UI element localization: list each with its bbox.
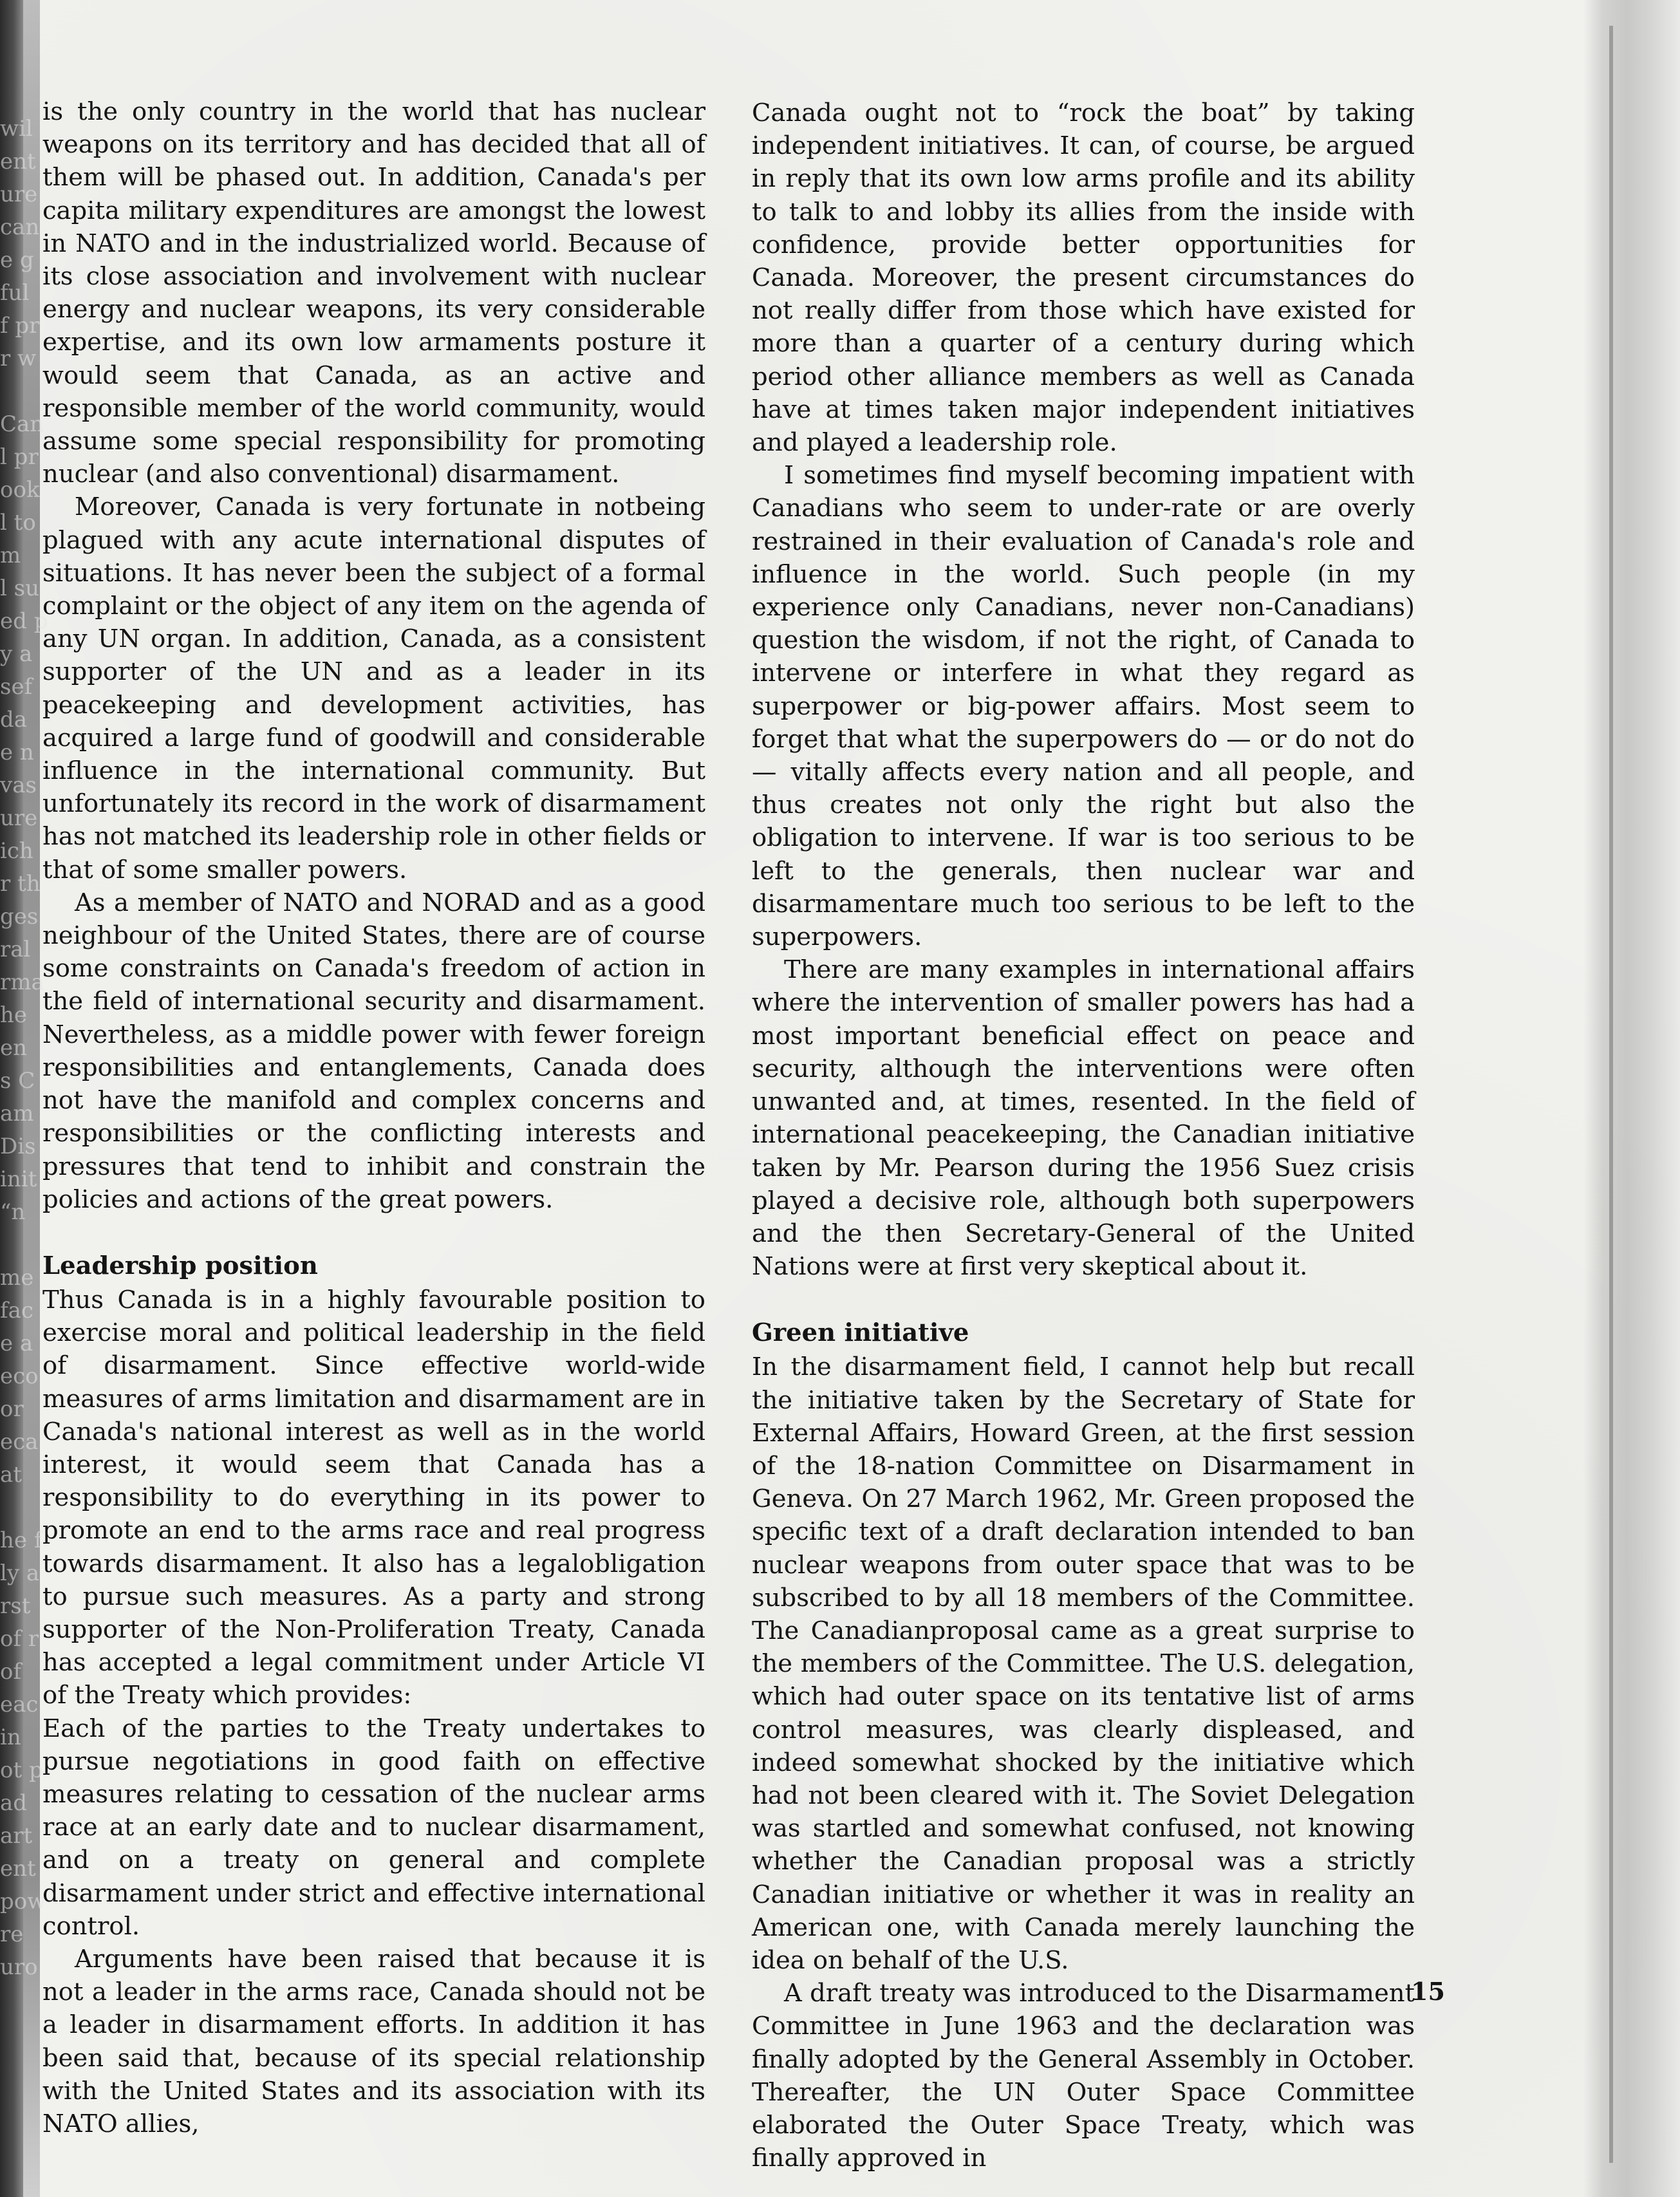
- bleed-fragment: ent: [0, 149, 36, 174]
- block-quote: Each of the parties to the Treaty undertakes to pursue negotiations in good faith on effective measures relating to cessation of the nuclear arms race at an early date and to nuclear disarmament, and on a treaty on general and complete disarmament under strict and effective international control.: [42, 1714, 705, 1941]
- bleed-fragment: at: [0, 1462, 22, 1488]
- bleed-fragment: init: [0, 1166, 37, 1192]
- bleed-fragment: ook: [0, 477, 40, 503]
- bleed-fragment: re: [0, 1921, 24, 1947]
- bleed-fragment: uro: [0, 1954, 38, 1980]
- section-heading: Leadership position: [42, 1251, 318, 1280]
- bleed-fragment: l pr: [0, 444, 39, 470]
- paragraph: There are many examples in international affairs where the intervention of smaller powers has had a most important beneficial effect on peace and security, although the interventions were often unwanted and, at times, resented. In the field of international peacekeeping, the Canadian initiative taken by Mr. Pearson during the 1956 Suez crisis played a decisive role, although both superpowers and the then Secretary-General of the United Nations were at first very skeptical about it.: [752, 955, 1415, 1282]
- paragraph: A draft treaty was introduced to the Disarmament Committee in June 1963 and the declaration was finally adopted by the General Assembly in October. Thereafter, the UN Outer Space Committee elaborated the Outer Space Treaty, which was finally approved in: [752, 1979, 1415, 2173]
- bleed-fragment: ich: [0, 838, 33, 864]
- bleed-fragment: wil: [0, 116, 33, 142]
- bleed-fragment: ges: [0, 904, 39, 930]
- bleed-fragment: e a: [0, 1331, 33, 1356]
- bleed-fragment: ed p: [0, 608, 48, 634]
- bleed-fragment: sef: [0, 674, 33, 700]
- bleed-fragment: am: [0, 1101, 34, 1127]
- bleed-fragment: fac: [0, 1298, 33, 1323]
- paragraph: Moreover, Canada is very fortunate in notbeing plagued with any acute international disputes of situations. It has never been the subject of a formal complaint or the object of any item on the agenda of any UN organ. In addition, Canada, as a consistent supporter of the UN and as a leader in its peacekeeping and development activities, has acquired a large fund of goodwill and considerable influence in the international community. But unfortunately its record in the work of disarmament has not matched its leadership role in other fields or that of some smaller powers.: [42, 492, 705, 884]
- bleed-fragment: ly a: [0, 1560, 40, 1586]
- bleed-fragment: ad: [0, 1790, 28, 1816]
- bleed-fragment: r th: [0, 871, 41, 897]
- bleed-fragment: ure: [0, 182, 38, 207]
- bleed-fragment: can: [0, 214, 40, 240]
- paragraph: In the disarmament field, I cannot help but recall the initiative taken by the Secretary of State for External Affairs, Howard Green, at the first session of the 18-nation Committee on Disarmament in Geneva. On 27 March 1962, Mr. Green proposed the specific text of a draft declaration intended to ban nuclear weapons from outer space that was to be subscribed to by all 18 members of the Committee. The Canadianproposal came as a great surprise to the members of the Committee. The U.S. delegation, which had outer space on its tentative list of arms control measures, was clearly displeased, and indeed somewhat shocked by the initiative which had not been cleared with it. The Soviet Delegation was startled and somewhat confused, not knowing whether the Canadian proposal was a strictly Canadian initiative or whether it was in reality an American one, with Canada merely launching the idea on behalf of the U.S.: [752, 1352, 1415, 1975]
- bleed-fragment: “n: [0, 1199, 26, 1225]
- bleed-fragment: ral: [0, 937, 31, 962]
- bleed-fragment: pow: [0, 1889, 46, 1914]
- right-column: [752, 97, 1415, 2174]
- bleed-fragment: [0, 1491, 39, 1524]
- page-number: 15: [1411, 1977, 1445, 2006]
- bleed-fragment: me: [0, 1265, 34, 1291]
- bleed-fragment: f pr: [0, 313, 40, 339]
- bleed-fragment: vas: [0, 772, 37, 798]
- paragraph: Canada ought not to “rock the boat” by taking independent initiatives. It can, of course, be argued in reply that its own low arms profile and its ability to talk to and lobby its allies from the inside with confidence, provide better opportunities for Canada. Moreover, the present circumstances do not really differ from those which have existed for more than a quarter of a century during which period other alliance members as well as Canada have at times taken major independent initiatives and played a leadership role.: [752, 98, 1415, 458]
- bleed-fragment: e g: [0, 247, 34, 273]
- paragraph: As a member of NATO and NORAD and as a good neighbour of the United States, there are of course some constraints on Canada's freedom of action in the field of international security and disarmament. Nevertheless, as a middle power with fewer foreign responsibilities and entanglements, Canada does not have the manifold and complex concerns and responsibilities or the conflicting interests and pressures that tend to inhibit and constrain the policies and actions of the great powers.: [42, 888, 705, 1214]
- bleed-fragment: ot p: [0, 1757, 43, 1783]
- left-column: [42, 95, 705, 2140]
- paragraph: Thus Canada is in a highly favourable position to exercise moral and political leadership in the field of disarmament. Since effective world-wide measures of arms limitation and disarmament are in Canada's national interest as well as in the world interest, it would seem that Canada has a responsibility to do everything in its power to promote an end to the arms race and real progress towards disarmament. It also has a legalobligation to pursue such measures. As a party and strong supporter of the Non-Proliferation Treaty, Canada has accepted a legal commitment under Article VI of the Treaty which provides:: [42, 1285, 705, 1710]
- bleed-fragment: r w: [0, 346, 37, 371]
- section-heading: Green initiative: [752, 1318, 969, 1348]
- bleed-fragment: e n: [0, 740, 34, 765]
- bleed-fragment: m: [0, 543, 21, 568]
- bleed-fragment: l to: [0, 510, 36, 536]
- bleed-fragment: da: [0, 707, 28, 733]
- bleed-fragment: s C: [0, 1068, 35, 1094]
- bleed-fragment: ure: [0, 805, 38, 831]
- page-edge-shadow: [1583, 0, 1680, 2197]
- bleed-fragment: Can: [0, 411, 44, 437]
- bleed-fragment: l su: [0, 575, 40, 601]
- bleed-fragment: [0, 375, 39, 408]
- bleed-fragment: or: [0, 1396, 24, 1422]
- facing-page-bleed: [0, 113, 48, 1980]
- bleed-fragment: eac: [0, 1692, 39, 1717]
- bleed-fragment: of r: [0, 1626, 39, 1652]
- bleed-fragment: he: [0, 1002, 28, 1028]
- paragraph: is the only country in the world that has nuclear weapons on its territory and has decided that all of them will be phased out. In addition, Canada's per capita military expenditures are amongst the lowest in NATO and in the industrialized world. Because of its close association and involvement with nuclear energy and nuclear weapons, its very considerable expertise, and its own low armaments posture it would seem that Canada, as an active and responsible member of the world community, would assume some special responsibility for promoting nuclear (and also conventional) disarmament.: [42, 97, 705, 489]
- bleed-fragment: eca: [0, 1429, 39, 1455]
- bleed-fragment: ful: [0, 280, 30, 306]
- bleed-fragment: [0, 1229, 39, 1262]
- bleed-fragment: y a: [0, 641, 33, 667]
- bleed-fragment: art: [0, 1823, 33, 1849]
- bleed-fragment: of: [0, 1659, 22, 1685]
- bleed-fragment: in: [0, 1725, 21, 1750]
- paragraph: Arguments have been raised that because it is not a leader in the arms race, Canada should not be a leader in disarmament efforts. In addition it has been said that, because of its special relationship with the United States and its association with its NATO allies,: [42, 1944, 705, 2138]
- paragraph: I sometimes find myself becoming impatient with Canadians who seem to under-rate or are overly restrained in their evaluation of Canada's role and influence in the world. Such people (in my experience only Canadians, never non-Canadians) question the wisdom, if not the right, of Canada to intervene or interfere in what they regard as superpower or big-power affairs. Most seem to forget that what the superpowers do — or do not do — vitally affects every nation and all people, and thus creates not only the right but also the obligation to intervene. If war is too serious to be left to the generals, then nuclear war and disarmamentare much too serious to be left to the superpowers.: [752, 461, 1415, 952]
- bleed-fragment: eco: [0, 1363, 39, 1389]
- bleed-fragment: rst: [0, 1593, 31, 1619]
- bleed-fragment: Dis: [0, 1134, 36, 1159]
- bleed-fragment: ent: [0, 1856, 36, 1882]
- bleed-fragment: he f: [0, 1528, 42, 1553]
- bleed-fragment: en: [0, 1035, 28, 1061]
- bleed-fragment: rma: [0, 969, 44, 995]
